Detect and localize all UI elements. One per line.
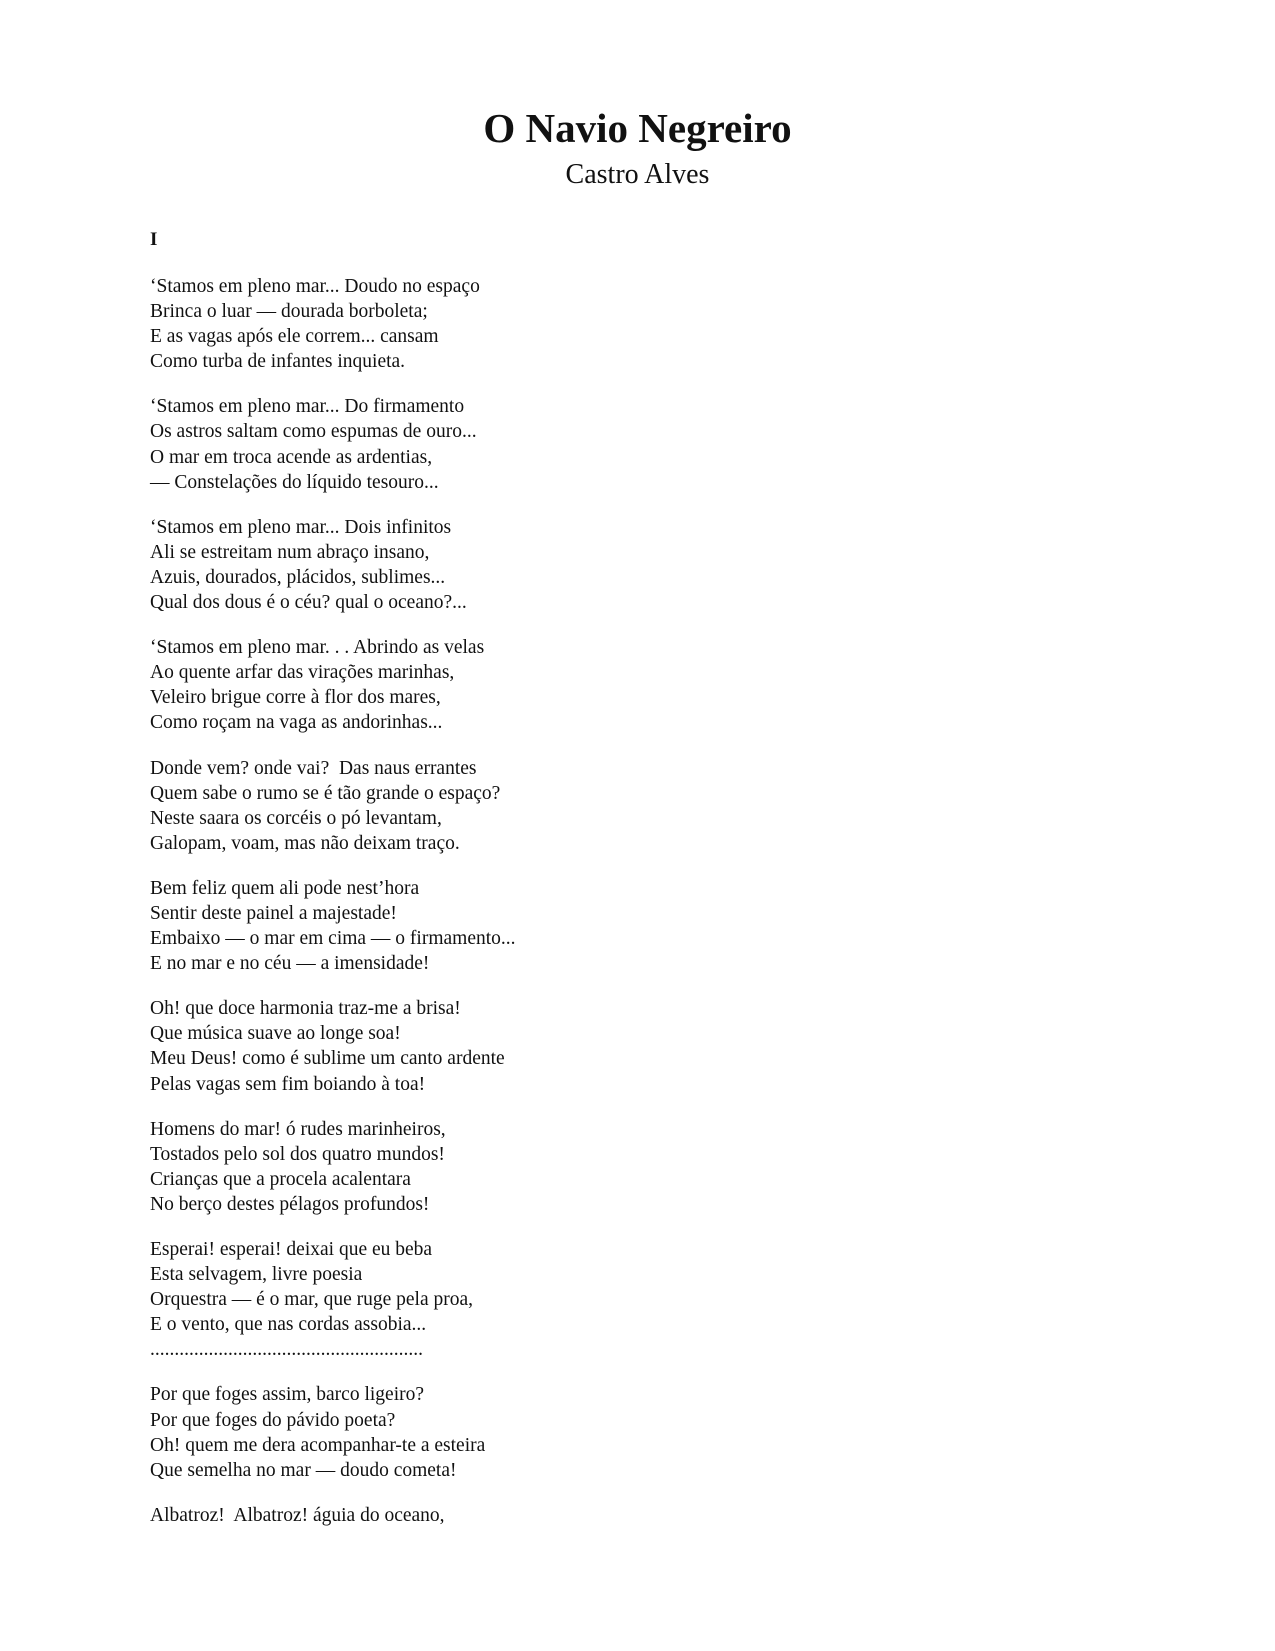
poem-line: Meu Deus! como é sublime um canto ardente: [150, 1048, 505, 1070]
poem-line: Esperai! esperai! deixai que eu beba: [150, 1239, 433, 1260]
poem-line: Por que foges assim, barco ligeiro?: [150, 1384, 425, 1406]
poem-line: Sentir deste painel a majestade!: [150, 902, 397, 924]
poem-line: Albatroz! Albatroz! águia do oceano,: [150, 1504, 445, 1526]
section-heading: I: [150, 229, 158, 250]
poem-line: Donde vem? onde vai? Das naus errantes: [150, 757, 477, 779]
poem-line: Galopam, voam, mas não deixam traço.: [150, 832, 460, 854]
poem-line: Qual dos dous é o céu? qual o oceano?...: [150, 592, 467, 614]
poem-body: [150, 274, 850, 1548]
poem-line: ‘Stamos em pleno mar... Dois infinitos: [150, 516, 452, 538]
poem-line: Oh! que doce harmonia traz-me a brisa!: [150, 998, 461, 1020]
poem-line: Os astros saltam como espumas de ouro...: [150, 421, 477, 443]
poem-line: Ao quente arfar das virações marinhas,: [150, 662, 455, 684]
poem-line: ........................................................: [150, 1339, 423, 1361]
poem-stanza: [150, 1117, 850, 1217]
poem-stanza: [150, 515, 850, 615]
poem-stanza: [150, 1503, 850, 1528]
poem-line: Quem sabe o rumo se é tão grande o espaço?: [150, 782, 501, 804]
poem-title: O Navio Negreiro: [483, 105, 792, 151]
poem-line: Por que foges do pávido poeta?: [150, 1409, 396, 1431]
poem-line: Brinca o luar — dourada borboleta;: [150, 301, 428, 323]
poem-line: Embaixo — o mar em cima — o firmamento...: [150, 928, 516, 950]
poem-author: Castro Alves: [565, 159, 710, 190]
poem-line: Neste saara os corcéis o pó levantam,: [150, 807, 442, 829]
poem-line: — Constelações do líquido tesouro...: [150, 471, 439, 493]
poem-line: O mar em troca acende as ardentias,: [150, 446, 433, 468]
poem-line: Que semelha no mar — doudo cometa!: [150, 1459, 457, 1481]
poem-line: E as vagas após ele correm... cansam: [150, 326, 439, 348]
poem-line: ‘Stamos em pleno mar. . . Abrindo as velas: [150, 637, 485, 659]
poem-line: Ali se estreitam num abraço insano,: [150, 541, 430, 563]
poem-stanza: [150, 996, 850, 1096]
poem-stanza: [150, 756, 850, 856]
poem-line: Azuis, dourados, plácidos, sublimes...: [150, 566, 446, 588]
poem-line: Orquestra — é o mar, que ruge pela proa,: [150, 1289, 474, 1311]
poem-line: Bem feliz quem ali pode nest’hora: [150, 877, 420, 899]
poem-line: ‘Stamos em pleno mar... Doudo no espaço: [150, 276, 480, 297]
poem-line: Crianças que a procela acalentara: [150, 1168, 411, 1190]
poem-line: Como roçam na vaga as andorinhas...: [150, 712, 443, 734]
poem-line: No berço destes pélagos profundos!: [150, 1193, 430, 1215]
poem-line: E o vento, que nas cordas assobia...: [150, 1314, 427, 1336]
poem-line: Como turba de infantes inquieta.: [150, 351, 406, 373]
poem-line: ‘Stamos em pleno mar... Do firmamento: [150, 396, 465, 418]
poem-line: Homens do mar! ó rudes marinheiros,: [150, 1118, 446, 1140]
poem-stanza: [150, 394, 850, 494]
poem-stanza: [150, 274, 850, 374]
poem-line: Oh! quem me dera acompanhar-te a esteira: [150, 1434, 486, 1456]
poem-stanza: [150, 1382, 850, 1482]
poem-line: Pelas vagas sem fim boiando à toa!: [150, 1073, 426, 1095]
poem-line: E no mar e no céu — a imensidade!: [150, 953, 430, 975]
poem-stanza: [150, 635, 850, 735]
poem-line: Que música suave ao longe soa!: [150, 1023, 401, 1045]
poem-stanza: [150, 876, 850, 976]
poem-line: Tostados pelo sol dos quatro mundos!: [150, 1143, 445, 1165]
poem-line: Veleiro brigue corre à flor dos mares,: [150, 687, 441, 709]
poem-line: Esta selvagem, livre poesia: [150, 1264, 363, 1286]
poem-stanza: [150, 1237, 850, 1362]
